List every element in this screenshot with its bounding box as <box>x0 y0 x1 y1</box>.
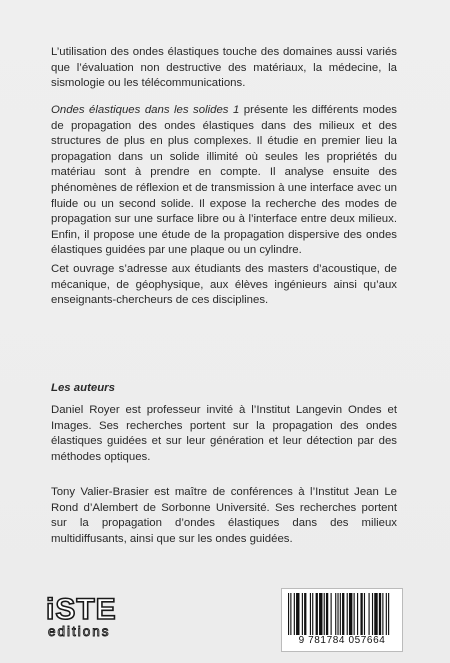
barcode-bar <box>342 593 344 635</box>
barcode-bar <box>349 593 352 635</box>
barcode-bar <box>369 593 370 635</box>
barcode-bar <box>386 593 387 635</box>
logo-subtitle: editions <box>48 624 111 639</box>
summary-paragraph <box>51 103 397 259</box>
barcode-bar <box>290 593 291 635</box>
authors-heading: Les auteurs <box>51 382 115 394</box>
barcode-bar <box>360 593 362 635</box>
barcode-bar <box>357 593 358 635</box>
author-bio-royer: Daniel Royer est professeur invité à l’Institut Langevin Ondes et Images. Ses recherches portent sur la propagation des ondes élastiques guidées et sur leur génération et leur détection par des méthodes optiques. <box>51 404 397 463</box>
barcode-bar <box>326 593 328 635</box>
author-bio-valier: Tony Valier-Brasier est maître de conférences à l’Institut Jean Le Rond d’Alembert de Sorbonne Université. Ses recherches portent sur la propagation d’ondes élastiques dans des milieux multidiffusants, ainsi que sur les ondes guidées. <box>51 486 397 545</box>
barcode-bar <box>354 593 355 635</box>
barcode-bar <box>294 593 295 635</box>
barcode-bar <box>335 593 336 635</box>
publisher-logo <box>46 595 146 640</box>
barcode-bar <box>331 593 332 635</box>
audience-paragraph: Cet ouvrage s’adresse aux étudiants des masters d’acoustique, de mécanique, de géophysique, aux élèves ingénieurs ainsi qu’aux enseignants-chercheurs de ces disciplines. <box>51 263 397 307</box>
summary-text: présente les différents modes de propagation des ondes élastiques dans des milieux et des structures de plus en plus complexes. Il étudie en premier lieu la propagation dans un solide illimité où seules les propriétés du matériau sont à prendre en compte. Il analyse ensuite des phénomènes de réflexion et de transmission à une interface avec un fluide ou un second solide. Il expose la recherche des modes de propagation sur une surface libre ou à l’interface entre deux milieux. Enfin, il propose une étude de la propagation dispersive des ondes élastiques guidées par une plaque ou un cylindre. <box>51 104 397 257</box>
barcode <box>281 588 403 652</box>
barcode-bar <box>319 593 322 635</box>
barcode-bar <box>372 593 373 635</box>
barcode-bar <box>310 593 311 635</box>
book-title: Ondes élastiques dans les solides 1 <box>51 104 240 116</box>
barcode-bar <box>288 593 289 635</box>
barcode-bar <box>374 593 377 635</box>
barcode-bar <box>312 593 313 635</box>
barcode-bar <box>388 593 389 635</box>
barcode-bar <box>316 593 318 635</box>
barcode-bar <box>324 593 325 635</box>
barcode-bar <box>379 593 381 635</box>
barcode-bar <box>364 593 365 635</box>
barcode-bar <box>304 593 306 635</box>
barcode-bar <box>296 593 299 635</box>
barcode-bar <box>337 593 338 635</box>
intro-paragraph: L’utilisation des ondes élastiques touche des domaines aussi variés que l’évaluation non destructive des matériaux, la médecine, la sismologie ou les télécommunications. <box>51 46 397 90</box>
barcode-bar <box>347 593 348 635</box>
isbn-number: 9 781784 057664 <box>298 635 386 646</box>
barcode-bar <box>382 593 383 635</box>
barcode-bar <box>302 593 303 635</box>
logo-brand: iSTE <box>46 593 117 626</box>
barcode-bar <box>340 593 341 635</box>
barcode-bars <box>288 593 396 635</box>
